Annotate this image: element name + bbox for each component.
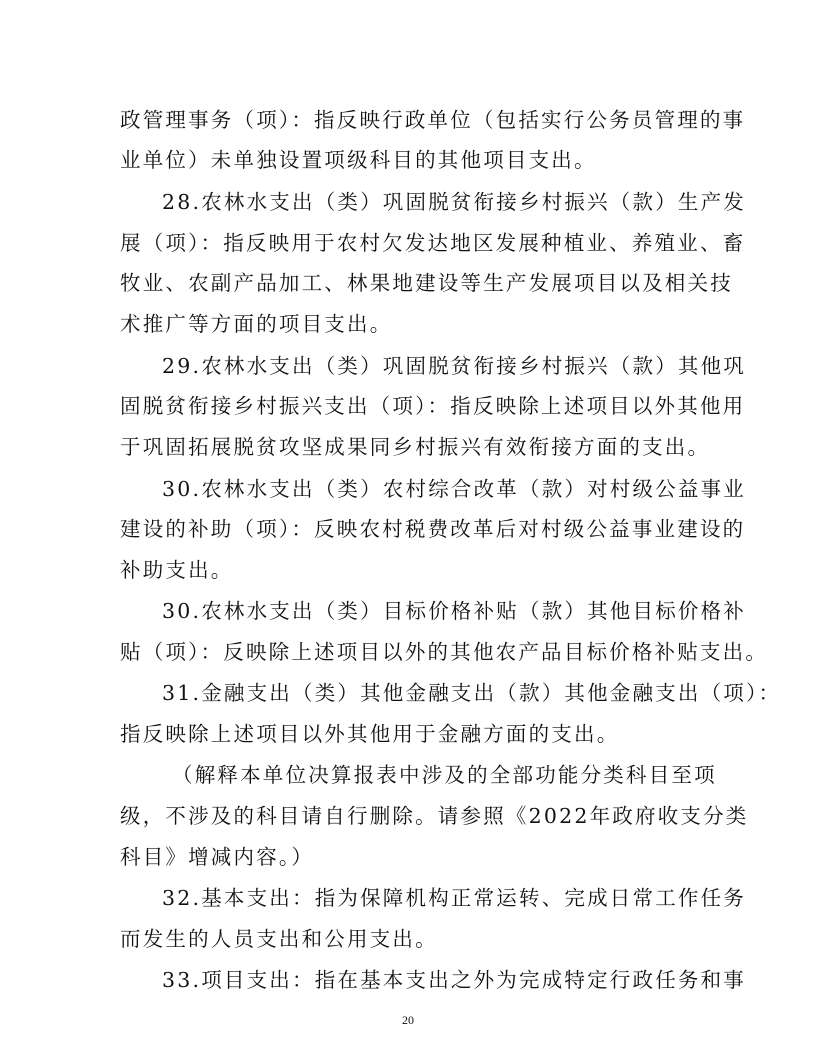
text-line-18: 级，不涉及的科目请自行删除。请参照《2022年政府收支分类 — [120, 804, 749, 828]
text-line-5: 牧业、农副产品加工、林果地建设等生产发展项目以及相关技 — [120, 271, 733, 295]
text-line-21: 而发生的人员支出和公用支出。 — [120, 927, 438, 951]
text-line-3: 28.农林水支出（类）巩固脱贫衔接乡村振兴（款）生产发 — [162, 190, 747, 214]
text-line-1: 政管理事务（项）：指反映行政单位（包括实行公务员管理的事 — [120, 108, 746, 132]
text-line-6: 术推广等方面的项目支出。 — [120, 312, 393, 336]
text-line-17: （解释本单位决算报表中涉及的全部功能分类科目至项 — [172, 763, 717, 787]
text-line-15: 31.金融支出（类）其他金融支出（款）其他金融支出（项）： — [162, 681, 782, 705]
text-line-7: 29.农林水支出（类）巩固脱贫衔接乡村振兴（款）其他巩 — [162, 354, 747, 378]
text-line-8: 固脱贫衔接乡村振兴支出（项）：指反映除上述项目以外其他用 — [120, 394, 746, 418]
text-line-4: 展（项）：指反映用于农村欠发达地区发展种植业、养殖业、畜 — [120, 231, 746, 255]
text-line-14: 贴（项）：反映除上述项目以外的其他农产品目标价格补贴支出。 — [120, 640, 769, 664]
text-line-11: 建设的补助（项）：反映农村税费改革后对村级公益事业建设的 — [120, 517, 746, 541]
text-line-20: 32.基本支出：指为保障机构正常运转、完成日常工作任务 — [162, 886, 747, 910]
text-line-22: 33.项目支出：指在基本支出之外为完成特定行政任务和事 — [162, 968, 747, 992]
text-line-12: 补助支出。 — [120, 558, 234, 582]
page-number: 20 — [402, 1013, 414, 1027]
text-line-19: 科目》增减内容。） — [120, 845, 315, 869]
text-line-16: 指反映除上述项目以外其他用于金融方面的支出。 — [120, 722, 620, 746]
text-line-10: 30.农林水支出（类）农村综合改革（款）对村级公益事业 — [162, 477, 747, 501]
text-line-13: 30.农林水支出（类）目标价格补贴（款）其他目标价格补 — [162, 599, 747, 623]
text-line-9: 于巩固拓展脱贫攻坚成果同乡村振兴有效衔接方面的支出。 — [120, 435, 711, 459]
text-line-2: 业单位）未单独设置项级科目的其他项目支出。 — [120, 148, 597, 172]
